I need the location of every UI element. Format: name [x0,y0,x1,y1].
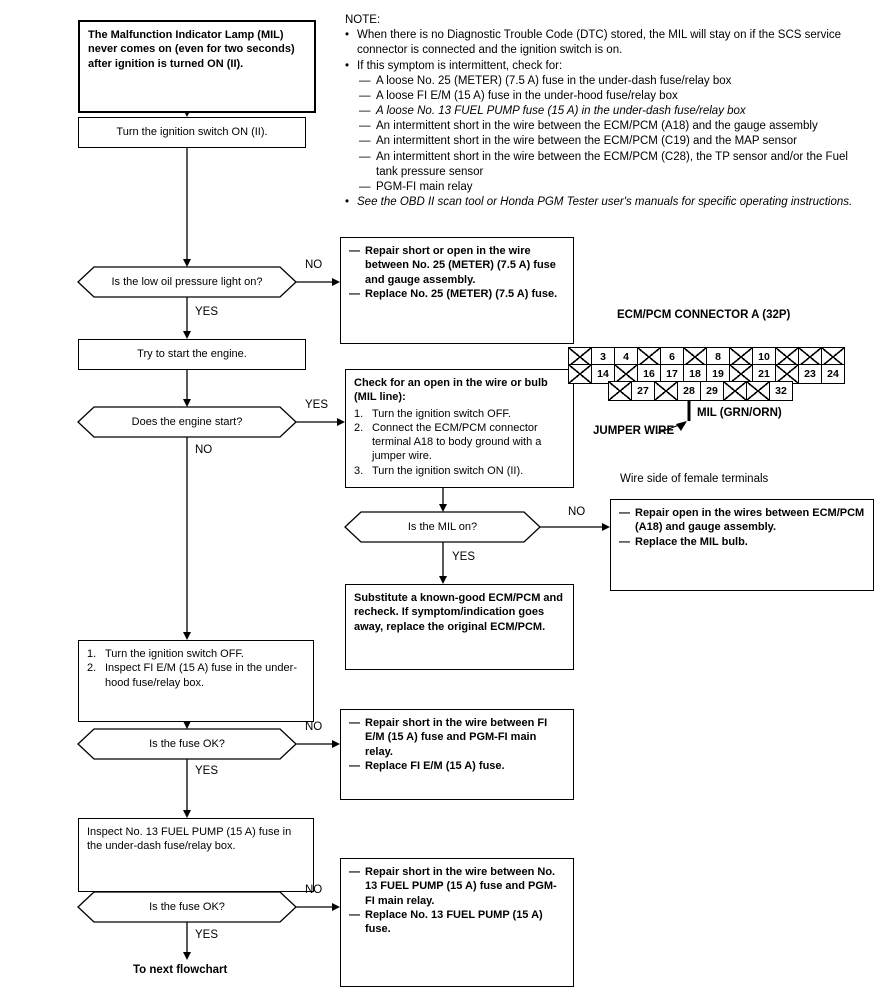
inspect-fuel-pump-fuse-box: Inspect No. 13 FUEL PUMP (15 A) fuse in the under-dash fuse/relay box. [78,818,314,892]
no-label: NO [305,259,323,271]
start-condition-box: The Malfunction Indicator Lamp (MIL) never comes on (even for two seconds) after ignition is turned ON (II). [78,20,316,113]
step-text: Turn the ignition switch OFF. [372,407,511,420]
step-number: 1. [87,648,97,660]
pin-cell: 18 [683,364,707,384]
mil-wire-label: MIL (GRN/ORN) [697,407,782,419]
action-text: Repair open in the wires between ECM/PCM (A18) and gauge assembly. [635,507,865,534]
dash-marker: — [359,135,371,148]
note-item [345,59,867,74]
action-text: Replace FI E/M (15 A) fuse. [365,759,505,772]
action-item [349,908,565,937]
note-block [345,13,867,210]
dash-marker: — [349,908,360,921]
decision-engine-start: Does the engine start? [131,416,243,428]
action-item [619,535,865,549]
pin-cell: 4 [614,347,638,367]
dash-marker: — [349,866,360,878]
wire-side-label: Wire side of female terminals [620,473,769,485]
note-text: See the OBD II scan tool or Honda PGM Tester user's manuals for specific operating instructions. [357,196,853,209]
pin-cell: 21 [752,364,776,384]
pin-cell: 19 [706,364,730,384]
note-item [359,150,867,180]
step-number: 2. [87,662,97,675]
yes-label: YES [195,765,219,777]
pin-cell [723,381,747,401]
pin-cell: 24 [821,364,845,384]
yes-label: YES [195,929,219,941]
note-text: If this symptom is intermittent, check for: [357,59,563,72]
action-text: Replace No. 13 FUEL PUMP (15 A) fuse. [365,908,543,936]
dash-marker: — [619,507,630,519]
pin-cell: 29 [700,381,724,401]
yes-label: YES [452,551,476,563]
dash-marker: — [349,717,360,729]
action-item [619,506,865,535]
step-item [87,661,305,690]
dash-marker: — [359,180,371,193]
dash-marker: — [359,89,371,102]
substitute-ecm-box: Substitute a known-good ECM/PCM and recheck. If symptom/indication goes away, replace the original ECM/PCM. [345,584,574,670]
dash-marker: — [359,105,371,118]
check-mil-line-box [345,369,574,488]
no-label: NO [568,506,586,518]
pin-cell: 28 [677,381,701,401]
pin-cell: 16 [637,364,661,384]
decision-oil-pressure: Is the low oil pressure light on? [111,276,263,288]
action-text: Repair short in the wire between FI E/M (15 A) fuse and PGM-FI main relay. [365,717,548,758]
no-label: NO [195,444,213,456]
yes-label: YES [195,306,219,318]
pin-cell: 10 [752,347,776,367]
dash-marker: — [349,759,360,772]
note-item [345,28,867,58]
no-label: NO [305,884,323,896]
note-item [359,74,867,89]
note-text: When there is no Diagnostic Trouble Code (DTC) stored, the MIL will stay on if the SCS service connector is connected and the ignition switch is on. [357,29,842,57]
bullet-marker: • [345,29,350,42]
pin-cell [608,381,632,401]
note-text: A loose No. 25 (METER) (7.5 A) fuse in the under-dash fuse/relay box [376,74,732,87]
step-number: 2. [354,421,364,434]
dash-marker: — [359,120,371,133]
decision-mil-on: Is the MIL on? [407,521,478,533]
note-item [359,180,867,195]
dash-marker: — [349,245,360,257]
action-item [349,244,565,287]
pin-cell: 8 [706,347,730,367]
note-item [359,119,867,134]
pin-cell: 23 [798,364,822,384]
pin-cell [568,364,592,384]
ignition-on-box: Turn the ignition switch ON (II). [78,117,306,148]
connector-title: ECM/PCM CONNECTOR A (32P) [617,309,791,321]
pin-cell: 17 [660,364,684,384]
step-text: Turn the ignition switch ON (II). [372,464,524,477]
pin-cell: 6 [660,347,684,367]
repair-meter-fuse-box [340,237,574,344]
note-text: An intermittent short in the wire between the ECM/PCM (C19) and the MAP sensor [376,135,798,148]
note-text: PGM-FI main relay [376,180,473,193]
pin-cell [746,381,770,401]
action-text: Replace the MIL bulb. [635,535,748,548]
connector-row-3 [608,381,793,401]
step-text: Inspect FI E/M (15 A) fuse in the under-hood fuse/relay box. [105,662,297,689]
action-text: Repair short or open in the wire between No. 25 (METER) (7.5 A) fuse and gauge assembly. [365,245,556,286]
to-next-flowchart-label: To next flowchart [133,964,228,976]
try-start-engine-box: Try to start the engine. [78,339,306,370]
pin-cell: 14 [591,364,615,384]
note-text: A loose No. 13 FUEL PUMP fuse (15 A) in the under-dash fuse/relay box [376,105,746,118]
note-item [359,104,867,119]
step-item [87,647,305,661]
note-item [359,134,867,149]
action-item [349,759,565,773]
step-item [354,407,565,421]
bullet-marker: • [345,196,350,209]
repair-open-wires-box [610,499,874,591]
pin-cell: 27 [631,381,655,401]
repair-fuel-pump-fuse-box [340,858,574,987]
dash-marker: — [359,150,371,163]
step-text: Turn the ignition switch OFF. [105,648,244,660]
note-title: NOTE: [345,14,381,26]
note-item [359,89,867,104]
check-mil-line-title: Check for an open in the wire or bulb (MIL line): [354,377,548,404]
bullet-marker: • [345,59,350,72]
action-item [349,865,565,908]
note-item [345,195,867,210]
dash-marker: — [619,535,630,548]
action-text: Repair short in the wire between No. 13 FUEL PUMP (15 A) fuse and PGM-FI main relay. [365,866,557,907]
note-text: A loose FI E/M (15 A) fuse in the under-hood fuse/relay box [376,89,678,102]
pin-cell [654,381,678,401]
decision-fuse-ok-2: Is the fuse OK? [149,901,225,913]
pin-cell: 32 [769,381,793,401]
note-text: An intermittent short in the wire between the ECM/PCM (C28), the TP sensor and/or the Fuel tank pressure sensor [376,150,848,178]
action-item [349,716,565,759]
step-text: Connect the ECM/PCM connector terminal A18 to body ground with a jumper wire. [372,421,542,463]
step-number: 3. [354,464,364,477]
pin-cell: 3 [591,347,615,367]
repair-fiem-fuse-box [340,709,574,800]
no-label: NO [305,721,323,733]
inspect-fiem-fuse-box [78,640,314,722]
yes-label: YES [305,399,329,411]
step-number: 1. [354,407,364,420]
decision-fuse-ok-1: Is the fuse OK? [149,738,225,750]
dash-marker: — [359,74,371,87]
dash-marker: — [349,287,360,300]
action-item [349,287,565,301]
step-item [354,464,565,478]
action-text: Replace No. 25 (METER) (7.5 A) fuse. [365,287,558,300]
jumper-wire-label: JUMPER WIRE [593,425,675,437]
step-item [354,421,565,464]
note-text: An intermittent short in the wire between the ECM/PCM (A18) and the gauge assembly [376,120,818,133]
